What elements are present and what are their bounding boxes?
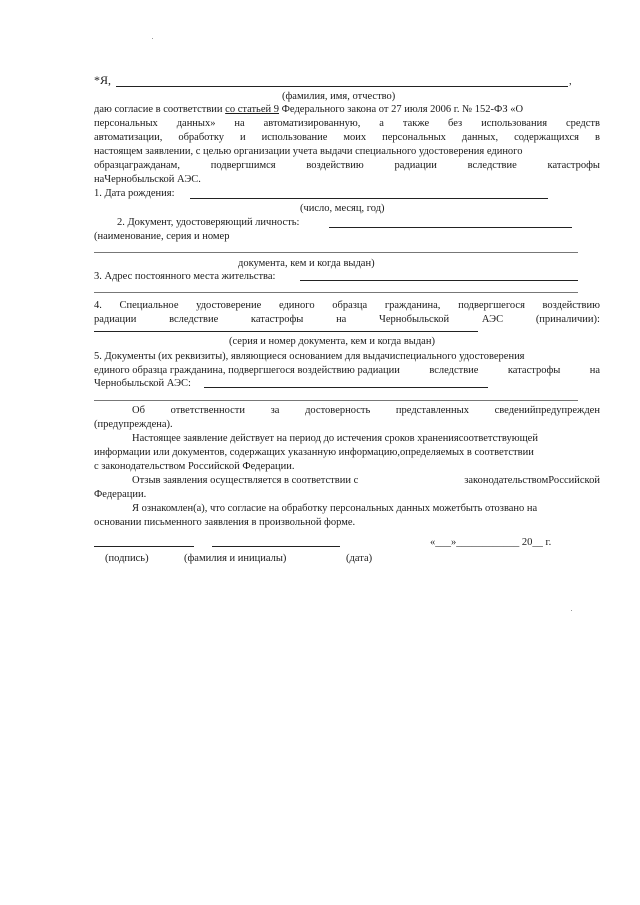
consent-word: данных» bbox=[176, 118, 216, 129]
basis-segment: катастрофы bbox=[507, 365, 561, 376]
revocation-line-2: Федерации. bbox=[94, 489, 147, 500]
consent-word: воздействию bbox=[306, 160, 364, 171]
fullname-caption: (фамилия, имя, отчество) bbox=[282, 91, 396, 102]
basis-line-3: Чернобыльской АЭС: bbox=[94, 378, 191, 389]
certificate-word: Специальное bbox=[119, 300, 179, 311]
consent-line-1 bbox=[94, 103, 600, 116]
consent-word: вследствие bbox=[467, 160, 517, 171]
consent-word: использования bbox=[481, 118, 548, 129]
certificate-word: единого bbox=[278, 300, 315, 311]
responsibility-line-1 bbox=[132, 404, 600, 417]
signature-field-line[interactable] bbox=[94, 546, 194, 547]
identity-document-label: 2. Документ, удостоверяющий личность: bbox=[117, 217, 300, 228]
note-word: сведенийпредупрежден bbox=[494, 405, 600, 416]
header-prefix: *Я, bbox=[94, 73, 112, 87]
certificate-word: подвергшегося bbox=[458, 300, 525, 311]
law-article-link[interactable]: со статьей 9 bbox=[225, 104, 280, 115]
revocation-line-1 bbox=[132, 474, 600, 487]
certificate-word: воздействию bbox=[542, 300, 600, 311]
identity-document-sub: (наименование, серия и номер bbox=[94, 231, 230, 242]
consent-word: катастрофы bbox=[547, 160, 600, 171]
birth-date-field-line[interactable] bbox=[190, 198, 548, 199]
consent-word: а bbox=[379, 118, 384, 129]
certificate-field-line[interactable] bbox=[94, 331, 478, 332]
certificate-word: катастрофы bbox=[250, 314, 304, 325]
fullname-field-line[interactable] bbox=[116, 86, 568, 87]
scan-speck bbox=[152, 38, 153, 39]
responsibility-line-2: (предупреждена). bbox=[94, 419, 173, 430]
certificate-word: образца bbox=[332, 300, 368, 311]
note-segment: Отзыв заявления осуществляется в соответствии с bbox=[132, 475, 359, 486]
identity-document-field-line[interactable] bbox=[329, 227, 572, 228]
consent-word: в bbox=[594, 132, 600, 143]
birth-date-label: 1. Дата рождения: bbox=[94, 188, 175, 199]
consent-line-6: наЧернобыльской АЭС. bbox=[94, 174, 201, 185]
basis-line-2 bbox=[94, 364, 600, 377]
consent-line-4: настоящем заявлении, с целью организации учета выдачи специального удостоверения единого bbox=[94, 146, 523, 157]
consent-word: также bbox=[402, 118, 430, 129]
identity-document-caption: документа, кем и когда выдан) bbox=[238, 258, 375, 269]
date-caption: (дата) bbox=[346, 553, 373, 564]
header-trail: , bbox=[569, 76, 572, 87]
certificate-word: (приналичии): bbox=[535, 314, 600, 325]
consent-word: использование bbox=[261, 132, 328, 143]
consent-word: автоматизации, bbox=[94, 132, 163, 143]
consent-word: образцагражданам, bbox=[94, 160, 180, 171]
consent-word: и bbox=[240, 132, 246, 143]
consent-line-2 bbox=[94, 117, 600, 130]
basis-segment: единого образца гражданина, подвергшегося воздействию радиации bbox=[94, 365, 400, 376]
note-word: представленных bbox=[395, 405, 469, 416]
note-segment: законодательствомРоссийской bbox=[464, 475, 600, 486]
basis-segment: на bbox=[589, 365, 600, 376]
initials-field-line[interactable] bbox=[212, 546, 340, 547]
certificate-line-1 bbox=[94, 299, 600, 312]
consent-word: данных, bbox=[461, 132, 499, 143]
initials-caption: (фамилия и инициалы) bbox=[184, 553, 287, 564]
consent-line-3 bbox=[94, 131, 600, 144]
consent-word: без bbox=[448, 118, 463, 129]
signature-caption: (подпись) bbox=[105, 553, 149, 564]
consent-word: на bbox=[234, 118, 245, 129]
basis-field-line[interactable] bbox=[204, 387, 488, 388]
birth-date-caption: (число, месяц, год) bbox=[300, 203, 385, 214]
consent-word: автоматизированную, bbox=[263, 118, 361, 129]
certificate-word: удостоверение bbox=[196, 300, 262, 311]
certificate-word: вследствие bbox=[169, 314, 219, 325]
validity-line-3: с законодательством Российской Федерации. bbox=[94, 461, 295, 472]
certificate-line-2 bbox=[94, 313, 600, 326]
consent-line-1-b: Федерального закона от 27 июля 2006 г. № 152-ФЗ «О bbox=[281, 104, 524, 115]
consent-word: моих bbox=[343, 132, 367, 143]
certificate-word: на bbox=[336, 314, 347, 325]
consent-word: обработку bbox=[178, 132, 225, 143]
address-field-line[interactable] bbox=[300, 280, 578, 281]
note-word: за bbox=[270, 405, 280, 416]
consent-word: содержащихся bbox=[514, 132, 579, 143]
consent-word: подвергшимся bbox=[210, 160, 276, 171]
consent-word: персональных bbox=[382, 132, 446, 143]
basis-segment: вследствие bbox=[429, 365, 479, 376]
certificate-caption: (серия и номер документа, кем и когда выдан) bbox=[229, 336, 435, 347]
validity-line-1: Настоящее заявление действует на период до истечения сроков хранениясоответствующей bbox=[132, 433, 538, 444]
acknowledgement-line-2: основании письменного заявления в произвольной форме. bbox=[94, 517, 356, 528]
basis-field-line-2[interactable] bbox=[94, 400, 578, 401]
consent-word: средств bbox=[565, 118, 600, 129]
consent-line-1-a: даю согласие в соответствии bbox=[94, 104, 223, 115]
identity-document-field-line-2[interactable] bbox=[94, 252, 578, 253]
basis-line-1: 5. Документы (их реквизиты), являющиеся основанием для выдачиспециального удостоверения bbox=[94, 351, 525, 362]
scan-speck bbox=[571, 610, 572, 611]
certificate-word: радиации bbox=[94, 314, 137, 325]
note-word: ответственности bbox=[170, 405, 245, 416]
date-field[interactable]: «___»____________ 20__ г. bbox=[430, 537, 552, 548]
note-word: достоверность bbox=[305, 405, 371, 416]
consent-word: радиации bbox=[394, 160, 437, 171]
validity-line-2: информации или документов, содержащих указанную информацию,определяемых в соответствии bbox=[94, 447, 534, 458]
address-field-line-2[interactable] bbox=[94, 292, 578, 293]
address-label: 3. Адрес постоянного места жительства: bbox=[94, 271, 276, 282]
note-word: Об bbox=[132, 405, 145, 416]
consent-word: персональных bbox=[94, 118, 158, 129]
consent-line-5 bbox=[94, 159, 600, 172]
acknowledgement-line-1: Я ознакомлен(а), что согласие на обработку персональных данных можетбыть отозвано на bbox=[132, 503, 538, 514]
certificate-word: гражданина, bbox=[384, 300, 441, 311]
certificate-word: АЭС bbox=[481, 314, 504, 325]
certificate-word: Чернобыльской bbox=[379, 314, 450, 325]
certificate-word: 4. bbox=[94, 300, 102, 311]
